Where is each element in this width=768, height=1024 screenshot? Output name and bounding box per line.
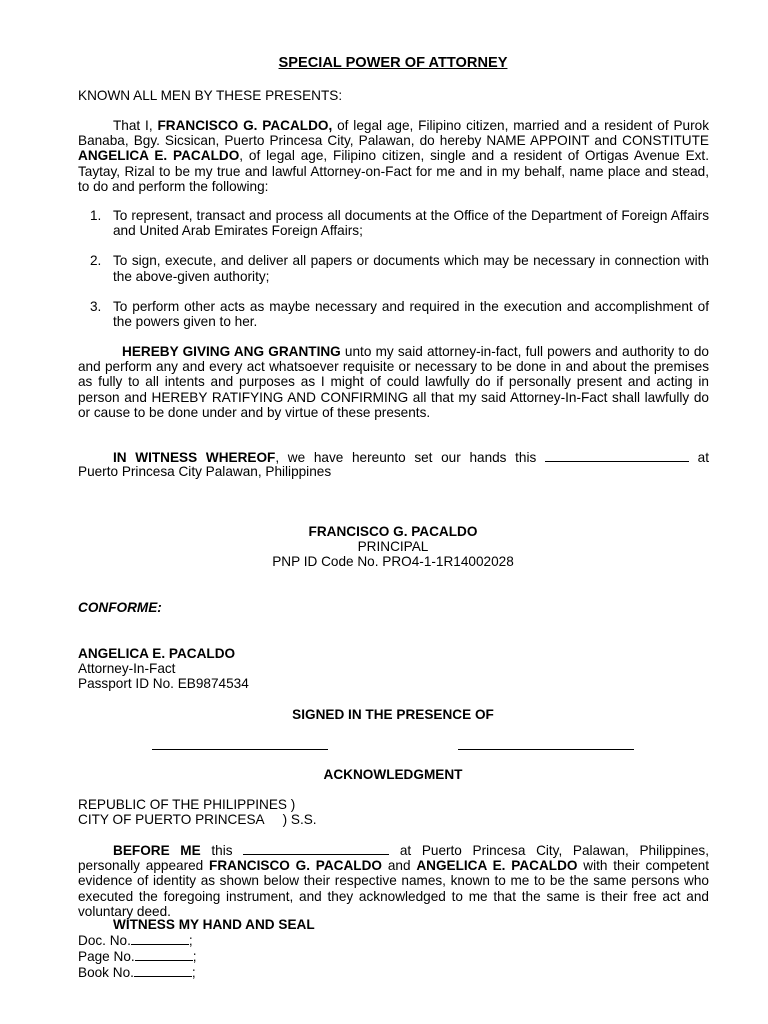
- before-me-paragraph: BEFORE ME this at Puerto Princesa City, Palawan, Philippines, personally appeared FRANCISCO G. PACALDO and ANGELICA E. PACALDO with their competent evidence of identity as shown below their respective names, known to me to be the same persons who executed the foregoing instrument, and they acknowledged to me that the same is their free act and voluntary deed.: [78, 843, 710, 919]
- registry-book-no: Book No. ;: [78, 965, 196, 981]
- attorney-role: Attorney-In-Fact: [78, 661, 176, 677]
- powers-list: [78, 208, 709, 329]
- registry-block: [78, 932, 196, 981]
- list-item: 2. To sign, execute, and deliver all papers or documents which may be necessary in connection with the above-given authority;: [90, 253, 709, 284]
- intro-paragraph: That I, FRANCISCO G. PACALDO, of legal age, Filipino citizen, married and a resident of Purok Banaba, Bgy. Sicsican, Puerto Princesa City, Palawan, do hereby NAME APPOINT and CONSTITUTE ANGELICA E. PACALDO, of legal age, Filipino citizen, single and a resident of Ortigas Avenue Ext. Taytay, Rizal to be my true and lawful Attorney-on-Fact for me and in my behalf, name place and stead, to do and perform the following:: [78, 118, 709, 194]
- principal-signature-block: [0, 524, 768, 570]
- conforme-label: CONFORME:: [78, 600, 162, 615]
- principal-name: FRANCISCO G. PACALDO,: [157, 118, 333, 133]
- attorney-signature-name: ANGELICA E. PACALDO: [78, 646, 236, 661]
- principal-signature-name: FRANCISCO G. PACALDO: [308, 524, 478, 539]
- date-blank: [545, 449, 689, 462]
- date-blank: [243, 842, 389, 855]
- witness-signature-line-2: [458, 749, 634, 750]
- granting-paragraph: HEREBY GIVING ANG GRANTING unto my said attorney-in-fact, full powers and authority to do and perform any and every act whatsoever requisite or necessary to be done in and about the premises as fully to all intents and purposes as I might of could lawfully do if personally present and acting in person and HEREBY RATIFYING AND CONFIRMING all that my said Attorney-In-Fact shall lawfully do or cause to be done under and by virtue of these presents.: [78, 344, 709, 420]
- list-item: 1. To represent, transact and process all documents at the Office of the Department of Foreign Affairs and United Arab Emirates Foreign Affairs;: [90, 208, 709, 239]
- witness-signature-line-1: [152, 749, 328, 750]
- witness-seal-heading: WITNESS MY HAND AND SEAL: [113, 917, 315, 932]
- attorney-name: ANGELICA E. PACALDO: [78, 148, 240, 164]
- list-item: 3. To perform other acts as maybe necessary and required in the execution and accomplishment of the powers given to her.: [90, 298, 709, 330]
- registry-page-no: Page No. ;: [78, 949, 197, 965]
- principal-role: PRINCIPAL: [357, 539, 429, 555]
- document-title: SPECIAL POWER OF ATTORNEY: [278, 55, 508, 71]
- witness-paragraph: IN WITNESS WHEREOF, we have hereunto set our hands this at: [113, 450, 709, 465]
- attorney-signature-block: [78, 646, 709, 692]
- opening-line: KNOWN ALL MEN BY THESE PRESENTS:: [78, 88, 343, 103]
- signed-presence-heading: SIGNED IN THE PRESENCE OF: [292, 707, 494, 722]
- acknowledgment-heading: ACKNOWLEDGMENT: [323, 767, 463, 782]
- attorney-id: Passport ID No. EB9874534: [78, 676, 249, 692]
- venue-block: REPUBLIC OF THE PHILIPPINES ) CITY OF PUERTO PRINCESA ) S.S.: [78, 797, 317, 828]
- registry-doc-no: Doc. No. ;: [78, 933, 193, 948]
- principal-id: PNP ID Code No. PRO4-1-1R14002028: [272, 554, 514, 570]
- witness-place: Puerto Princesa City Palawan, Philippines: [78, 464, 332, 479]
